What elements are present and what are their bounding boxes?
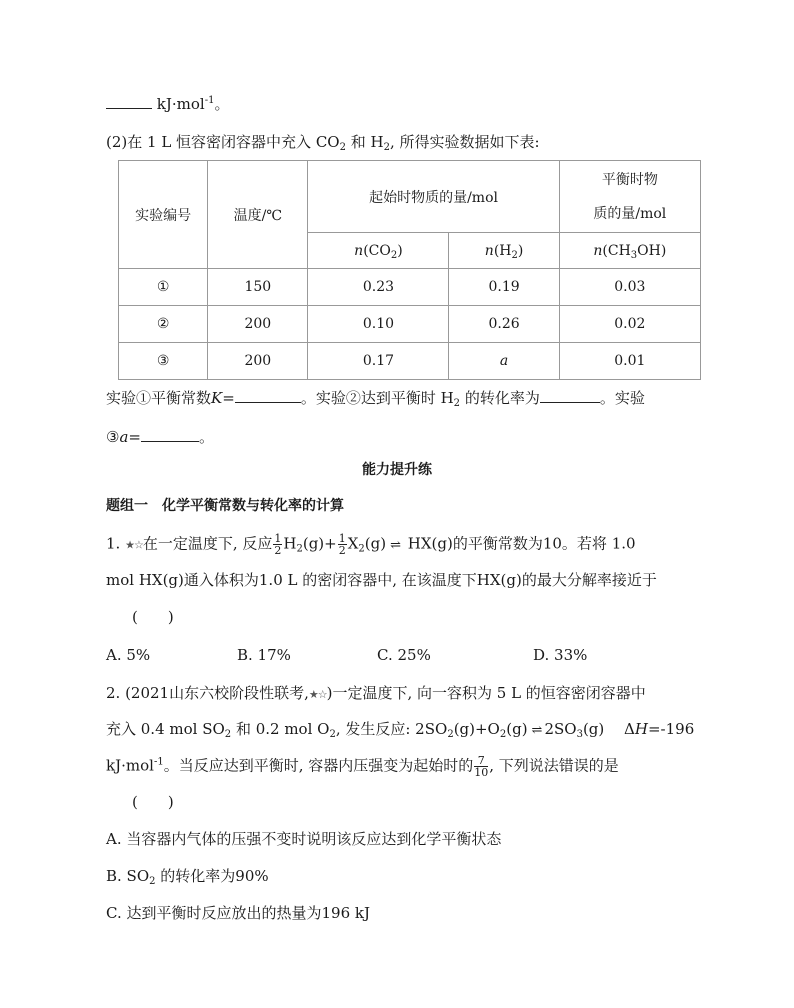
q1-text: 在一定温度下, 反应 xyxy=(142,534,273,553)
equilibrium-arrow-icon: ⇌ xyxy=(390,537,399,553)
unit-exponent: -1 xyxy=(204,95,215,106)
formula: (g)+ xyxy=(302,534,337,553)
q1-text: HX(g)的平衡常数为10。若将 1.0 xyxy=(403,534,636,553)
cell-h2: 0.26 xyxy=(449,306,559,343)
question-2-intro xyxy=(106,132,540,152)
subscript: 2 xyxy=(383,142,390,153)
q2-text: =-196 xyxy=(647,720,695,738)
option-a[interactable]: A. 5% xyxy=(106,646,151,664)
header-n-ch3oh xyxy=(559,233,700,269)
cell-temp: 150 xyxy=(208,269,308,306)
option-d[interactable]: D. 33% xyxy=(533,646,588,664)
section-title: 能力提升练 xyxy=(362,462,432,478)
cell-h2: a xyxy=(449,343,559,380)
q2-text: 和 H xyxy=(345,133,384,151)
subscript: 2 xyxy=(447,729,454,740)
fill-text: 的转化率为 xyxy=(460,389,540,407)
q2-text: 。当反应达到平衡时, 容器内压强变为起始时的 xyxy=(163,756,474,775)
fill-text: 。 xyxy=(198,428,214,446)
q2-text: 2. (2021山东六校阶段性联考, xyxy=(106,684,309,702)
fill-text: = xyxy=(222,389,235,407)
q2-text: (2)在 1 L 恒容密闭容器中充入 CO xyxy=(106,133,340,151)
header-eq-line1: 平衡时物 xyxy=(601,171,658,188)
experiment-table xyxy=(118,160,701,380)
cell-ch3oh: 0.02 xyxy=(559,306,700,343)
subscript: 2 xyxy=(358,543,365,555)
table-row xyxy=(119,343,701,380)
subscript: 2 xyxy=(511,249,518,261)
formula: H xyxy=(283,534,297,553)
symbol-h: H xyxy=(634,720,648,738)
fraction-denominator: 2 xyxy=(274,544,282,557)
cell-id: ② xyxy=(119,306,208,343)
cell-temp: 200 xyxy=(208,306,308,343)
unit-text: kJ·mol xyxy=(156,95,205,113)
header-n-h2 xyxy=(449,233,559,269)
fill-text: 实验①平衡常数 xyxy=(106,389,212,407)
question-2-line-3 xyxy=(106,755,619,778)
header-equilibrium-amount xyxy=(559,161,700,233)
cell-id: ① xyxy=(119,269,208,306)
q2-text: , 所得实验数据如下表: xyxy=(389,133,540,151)
formula: X xyxy=(347,534,359,553)
question-number: 1. xyxy=(106,534,121,553)
header-n-co2 xyxy=(308,233,449,269)
cell-ch3oh: 0.01 xyxy=(559,343,700,380)
subscript: 2 xyxy=(224,729,232,740)
fill-in-line-1 xyxy=(106,386,645,408)
difficulty-stars-icon: ★☆ xyxy=(308,688,327,701)
cell-co2: 0.17 xyxy=(308,343,449,380)
fraction-denominator: 2 xyxy=(338,544,346,557)
question-1-line-2: mol HX(g)通入体积为1.0 L 的密闭容器中, 在该温度下HX(g)的最大分解率接近于 xyxy=(106,571,657,589)
subscript: 2 xyxy=(453,398,461,409)
cell-co2: 0.10 xyxy=(308,306,449,343)
subscript: 2 xyxy=(390,249,398,261)
header-initial-amount: 起始时物质的量/mol xyxy=(308,161,559,233)
q2-text: 和 0.2 mol O xyxy=(231,720,330,738)
equilibrium-arrow-icon: ⇌ xyxy=(531,723,541,738)
table-row xyxy=(119,269,701,306)
formula: (CH xyxy=(602,242,631,259)
formula: (CO xyxy=(363,242,391,259)
subscript: 2 xyxy=(149,876,156,887)
q2-text: (g) Δ xyxy=(582,720,635,738)
formula: (H xyxy=(493,242,512,259)
fraction-denominator: 10 xyxy=(474,766,489,779)
answer-blank[interactable] xyxy=(106,92,152,109)
fill-text: ③ xyxy=(106,428,120,446)
option-text: B. SO xyxy=(106,867,150,885)
question-2-line-1 xyxy=(106,683,646,705)
fill-text: 。实验②达到平衡时 H xyxy=(300,389,454,407)
answer-blank-a[interactable] xyxy=(141,425,199,442)
answer-parentheses[interactable]: ( ) xyxy=(132,608,174,626)
fraction-half xyxy=(273,533,282,556)
fraction-numerator: 1 xyxy=(274,532,282,545)
subscript: 2 xyxy=(499,729,507,740)
symbol-a: a xyxy=(119,428,129,446)
q2-text: (g) xyxy=(506,720,528,738)
symbol-n: n xyxy=(593,242,603,259)
q2-text: 充入 0.4 mol SO xyxy=(106,720,225,738)
option-c[interactable]: C. 达到平衡时反应放出的热量为196 kJ xyxy=(106,904,370,922)
cell-temp: 200 xyxy=(208,343,308,380)
question-2-line-2 xyxy=(106,719,694,741)
fraction-half xyxy=(338,533,347,556)
group-title: 题组一 化学平衡常数与转化率的计算 xyxy=(106,498,344,514)
q2-text: , 下列说法错误的是 xyxy=(489,756,619,775)
difficulty-stars-icon: ★☆ xyxy=(125,538,143,552)
answer-line-enthalpy xyxy=(106,92,229,114)
header-experiment-id: 实验编号 xyxy=(119,161,208,269)
answer-blank-k[interactable] xyxy=(235,386,301,403)
header-temperature: 温度/℃ xyxy=(208,161,308,269)
subscript: 2 xyxy=(329,729,336,740)
q2-text: (g)+O xyxy=(453,720,500,738)
q2-text: 2SO xyxy=(544,720,577,738)
period: 。 xyxy=(214,95,230,113)
fraction-seven-tenths xyxy=(474,755,488,778)
option-b[interactable] xyxy=(106,866,269,886)
fill-in-line-2 xyxy=(106,425,214,447)
cell-co2: 0.23 xyxy=(308,269,449,306)
q2-text: kJ·mol xyxy=(106,756,154,775)
fraction-numerator: 7 xyxy=(474,755,488,767)
formula: (g) xyxy=(364,534,387,553)
option-c[interactable]: C. 25% xyxy=(377,646,431,664)
formula: OH) xyxy=(637,242,667,259)
fill-text: 。实验 xyxy=(599,389,645,407)
subscript: 2 xyxy=(339,142,346,153)
symbol-n: n xyxy=(484,242,494,259)
cell-ch3oh: 0.03 xyxy=(559,269,700,306)
q2-text: , 发生反应: 2SO xyxy=(335,720,448,738)
cell-id: ③ xyxy=(119,343,208,380)
q2-text: )一定温度下, 向一容积为 5 L 的恒容密闭容器中 xyxy=(326,684,646,702)
formula: ) xyxy=(397,242,403,259)
fraction-numerator: 1 xyxy=(338,532,346,545)
answer-parentheses[interactable]: ( ) xyxy=(132,793,174,811)
option-a[interactable]: A. 当容器内气体的压强不变时说明该反应达到化学平衡状态 xyxy=(106,830,502,848)
subscript: 2 xyxy=(296,543,303,555)
symbol-k: K xyxy=(211,389,223,407)
subscript: 3 xyxy=(630,249,638,261)
option-text: 的转化率为90% xyxy=(155,867,269,885)
formula: ) xyxy=(517,242,524,259)
answer-blank-conversion[interactable] xyxy=(540,386,600,403)
fill-text: = xyxy=(128,428,141,446)
subscript: 3 xyxy=(576,729,583,740)
table-row xyxy=(119,306,701,343)
symbol-n: n xyxy=(354,242,364,259)
cell-h2: 0.19 xyxy=(449,269,559,306)
header-eq-line2: 质的量/mol xyxy=(593,205,667,222)
unit-exponent: -1 xyxy=(153,756,164,768)
option-b[interactable]: B. 17% xyxy=(237,646,291,664)
question-1-line-1 xyxy=(106,533,636,556)
